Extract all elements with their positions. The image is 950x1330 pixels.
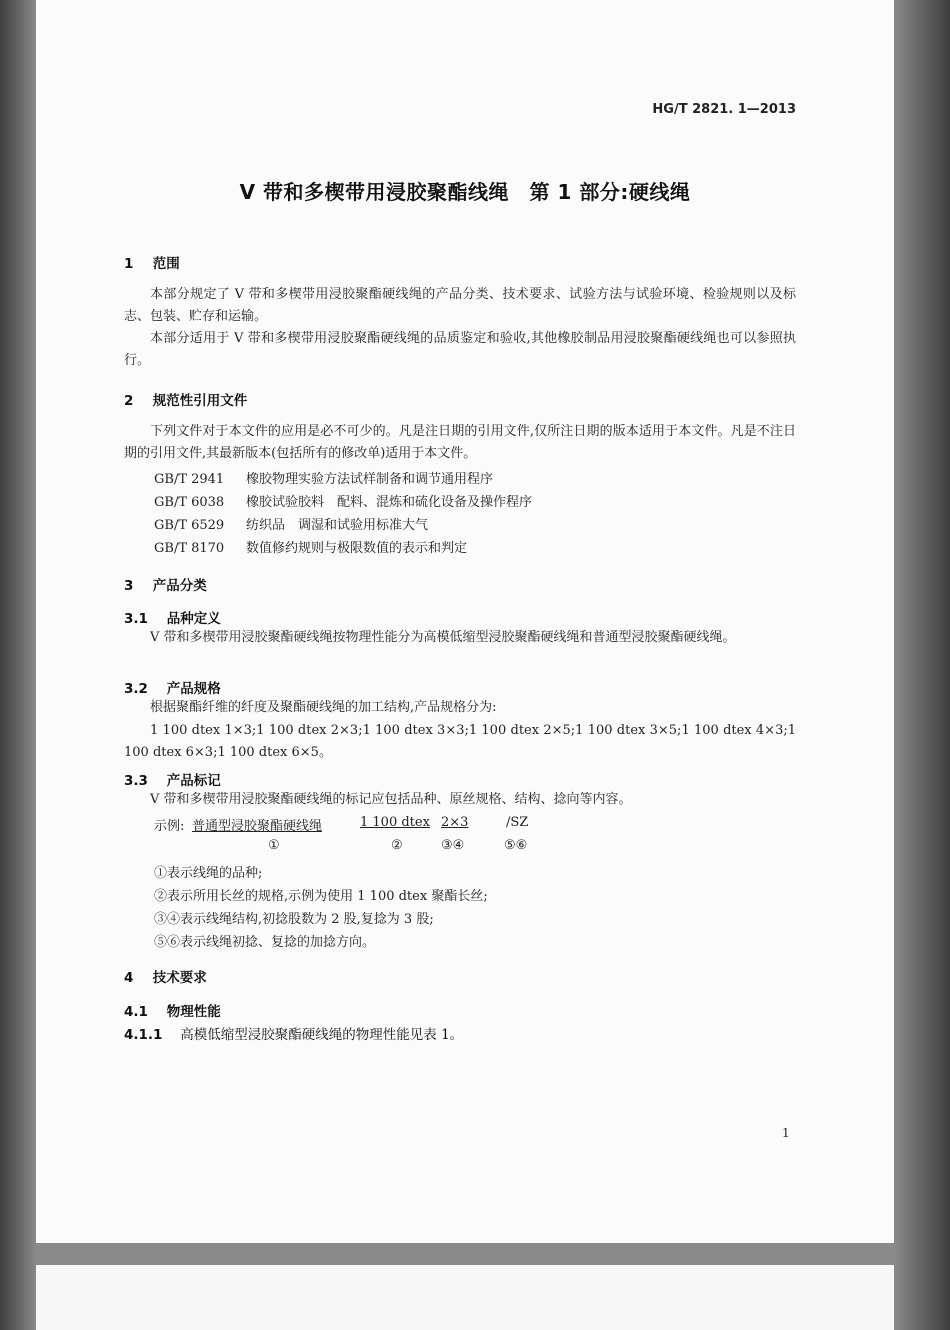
marking-note: ②表示所用长丝的规格,示例为使用 1 100 dtex 聚酯长丝; — [154, 889, 488, 904]
section-1-heading: 1 范围 — [124, 256, 180, 272]
section-4-heading: 4 技术要求 — [124, 970, 207, 986]
marking-note: ①表示线绳的品种; — [154, 866, 263, 881]
reference-item: GB/T 8170 数值修约规则与极限数值的表示和判定 — [154, 541, 468, 556]
example-structure: 2×3 — [441, 815, 469, 830]
next-page-edge — [36, 1265, 894, 1330]
section-3-2-paragraph-2: 1 100 dtex 1×3;1 100 dtex 2×3;1 100 dtex 3×3;1 100 dtex 2×5;1 100 dtex 3×5;1 100 dtex 4×3;1 100 dtex 6×3;1 100 dtex 6×5。 — [124, 723, 796, 760]
reference-item: GB/T 6529 纺织品 调湿和试验用标准大气 — [154, 518, 429, 533]
example-mark-2: ② — [391, 838, 403, 853]
example-mark-1: ① — [268, 838, 280, 853]
document-page — [36, 0, 894, 1243]
example-prefix: 示例: — [154, 819, 185, 834]
section-3-heading: 3 产品分类 — [124, 578, 207, 594]
example-twist: /SZ — [506, 815, 529, 830]
section-4-1-heading: 4.1 物理性能 — [124, 1004, 221, 1020]
section-3-1-paragraph: V 带和多楔带用浸胶聚酯硬线绳按物理性能分为高模低缩型浸胶聚酯硬线绳和普通型浸胶聚酯硬线绳。 — [150, 630, 736, 645]
section-3-3-heading: 3.3 产品标记 — [124, 773, 221, 789]
section-3-2-heading: 3.2 产品规格 — [124, 681, 221, 697]
section-2-paragraph: 下列文件对于本文件的应用是必不可少的。凡是注日期的引用文件,仅所注日期的版本适用于本文件。凡是不注日期的引用文件,其最新版本(包括所有的修改单)适用于本文件。 — [124, 424, 796, 461]
section-1-paragraph-2: 本部分适用于 V 带和多楔带用浸胶聚酯硬线绳的品质鉴定和验收,其他橡胶制品用浸胶聚酯硬线绳也可以参照执行。 — [124, 331, 796, 368]
page-separator — [36, 1243, 894, 1265]
reference-item: GB/T 2941 橡胶物理实验方法试样制备和调节通用程序 — [154, 472, 494, 487]
example-mark-5-6: ⑤⑥ — [504, 838, 528, 853]
viewer-right-margin — [894, 0, 950, 1330]
section-4-1-1-clause: 4.1.1 高模低缩型浸胶聚酯硬线绳的物理性能见表 1。 — [124, 1027, 464, 1043]
section-2-heading: 2 规范性引用文件 — [124, 393, 248, 409]
standard-number: HG/T 2821. 1—2013 — [652, 102, 796, 117]
marking-note: ⑤⑥表示线绳初捻、复捻的加捻方向。 — [154, 935, 376, 950]
example-variety: 普通型浸胶聚酯硬线绳 — [192, 819, 323, 834]
reference-item: GB/T 6038 橡胶试验胶料 配料、混炼和硫化设备及操作程序 — [154, 495, 533, 510]
viewer-left-margin — [0, 0, 36, 1330]
section-1-paragraph-1: 本部分规定了 V 带和多楔带用浸胶聚酯硬线绳的产品分类、技术要求、试验方法与试验环境、检验规则以及标志、包装、贮存和运输。 — [124, 287, 796, 324]
document-title: V 带和多楔带用浸胶聚酯线绳 第 1 部分:硬线绳 — [239, 180, 691, 204]
section-3-1-heading: 3.1 品种定义 — [124, 611, 221, 627]
example-mark-3-4: ③④ — [441, 838, 465, 853]
section-3-2-paragraph-1: 根据聚酯纤维的纤度及聚酯硬线绳的加工结构,产品规格分为: — [150, 700, 497, 715]
page-number: 1 — [782, 1126, 790, 1140]
section-3-3-paragraph: V 带和多楔带用浸胶聚酯硬线绳的标记应包括品种、原丝规格、结构、捻向等内容。 — [150, 792, 632, 807]
marking-note: ③④表示线绳结构,初捻股数为 2 股,复捻为 3 股; — [154, 912, 434, 927]
example-spec: 1 100 dtex — [360, 815, 430, 830]
